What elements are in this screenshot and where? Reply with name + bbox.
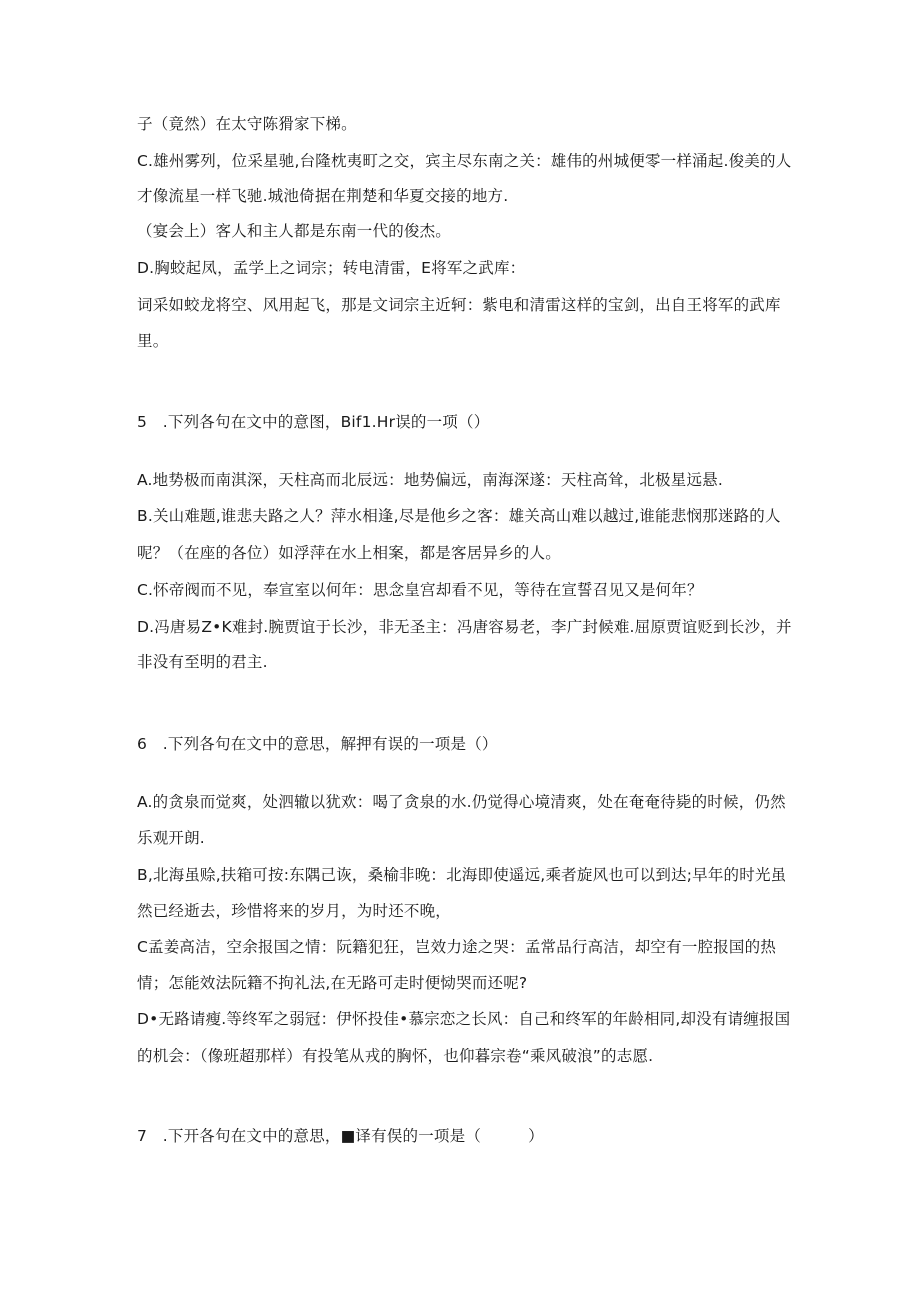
q6-option-c-line-1: C孟姜高洁，空余报国之情：阮籍犯狂，岂效力途之哭：孟常品行高洁，却空有一腔报国的热 xyxy=(137,938,777,956)
question-7: 7 .下开各句在文中的意思，■译有俣的一项是（ ） xyxy=(137,1127,544,1145)
q5-option-b-line-1: B.关山难题,谁悲夫路之人？萍水相逢,尽是他乡之客：雄关高山难以越过,谁能悲悯那迷路的人 xyxy=(137,507,781,525)
q6-option-d-line-2: 的机会：（像班超那样）有投笔从戎的胸怀，也仰暮宗卷“乘风破浪”的志愿. xyxy=(137,1047,654,1065)
q5-option-d-line-2: 非没有至明的君主. xyxy=(137,653,268,671)
option-d-line-1: D.胸蛟起凤，孟学上之词宗；转电清雷，E将军之武库： xyxy=(137,259,526,277)
option-c-line-1: C.雄州雾列，位采星驰,台隆枕夷町之交，宾主尽东南之关：雄伟的州城便零一样涌起.俊美的人 xyxy=(137,152,792,170)
q6-option-a-line-1: A.的贪泉而觉爽，处泗辙以犹欢：喝了贪泉的水.仍觉得心境清爽，处在奄奄待毙的时候，仍然 xyxy=(137,793,786,811)
option-c-line-3: （宴会上）客人和主人都是东南一代的俊杰。 xyxy=(137,222,452,240)
q5-option-a: A.地势极而南淇深，天柱高而北辰远：地势偏远，南海深遂：天柱高耸，北极星远悬. xyxy=(137,471,723,489)
q5-option-b-line-2: 呢？（在座的各位）如浮萍在水上相案，都是客居异乡的人。 xyxy=(137,544,561,562)
q6-option-c-line-2: 情；怎能效法阮籍不拘礼法,在无路可走时便恸哭而还呢? xyxy=(137,974,528,992)
option-c-line-2: 才像流星一样飞驰.城池倚据在荆楚和华夏交接的地方. xyxy=(137,187,509,205)
option-d-line-2: 词采如蛟龙将空、风用起飞，那是文词宗主近轲：紫电和清雷这样的宝剑，出自王将军的武库 xyxy=(137,296,781,314)
q6-option-b-line-2: 然已经逝去，珍惜将来的岁月，为时还不晚， xyxy=(137,902,452,920)
question-5: 5 .下列各句在文中的意图，Bif1.Hr误的一项（） xyxy=(137,413,490,431)
option-d-line-3: 里。 xyxy=(137,332,169,350)
q6-option-a-line-2: 乐观开朗. xyxy=(137,829,205,847)
text-line: 子（竟然）在太守陈猾家下梯。 xyxy=(137,115,357,133)
q5-option-d-line-1: D.冯唐易Z•K难封.腕贾谊于长沙，非无圣主：冯唐容易老，李广封候难.屈原贾谊贬到长沙，并 xyxy=(137,618,792,636)
q5-option-c: C.怀帝阀而不见，奉宣室以何年：思念皇宫却看不见，等待在宣誓召见又是何年？ xyxy=(137,581,703,599)
q6-option-b-line-1: B,北海虽赊,扶箱可按:东隅己诙，桑榆非晚：北海即使遥远,乘者旋风也可以到达;早年的时光虽 xyxy=(137,866,787,884)
question-6: 6 .下列各句在文中的意思，解押有误的一项是（） xyxy=(137,735,498,753)
q6-option-d-line-1: D•无路请瘦.等终军之弱冠：伊怀投佳•慕宗恋之长风：自己和终军的年龄相同,却没有请缠报国 xyxy=(137,1010,791,1028)
